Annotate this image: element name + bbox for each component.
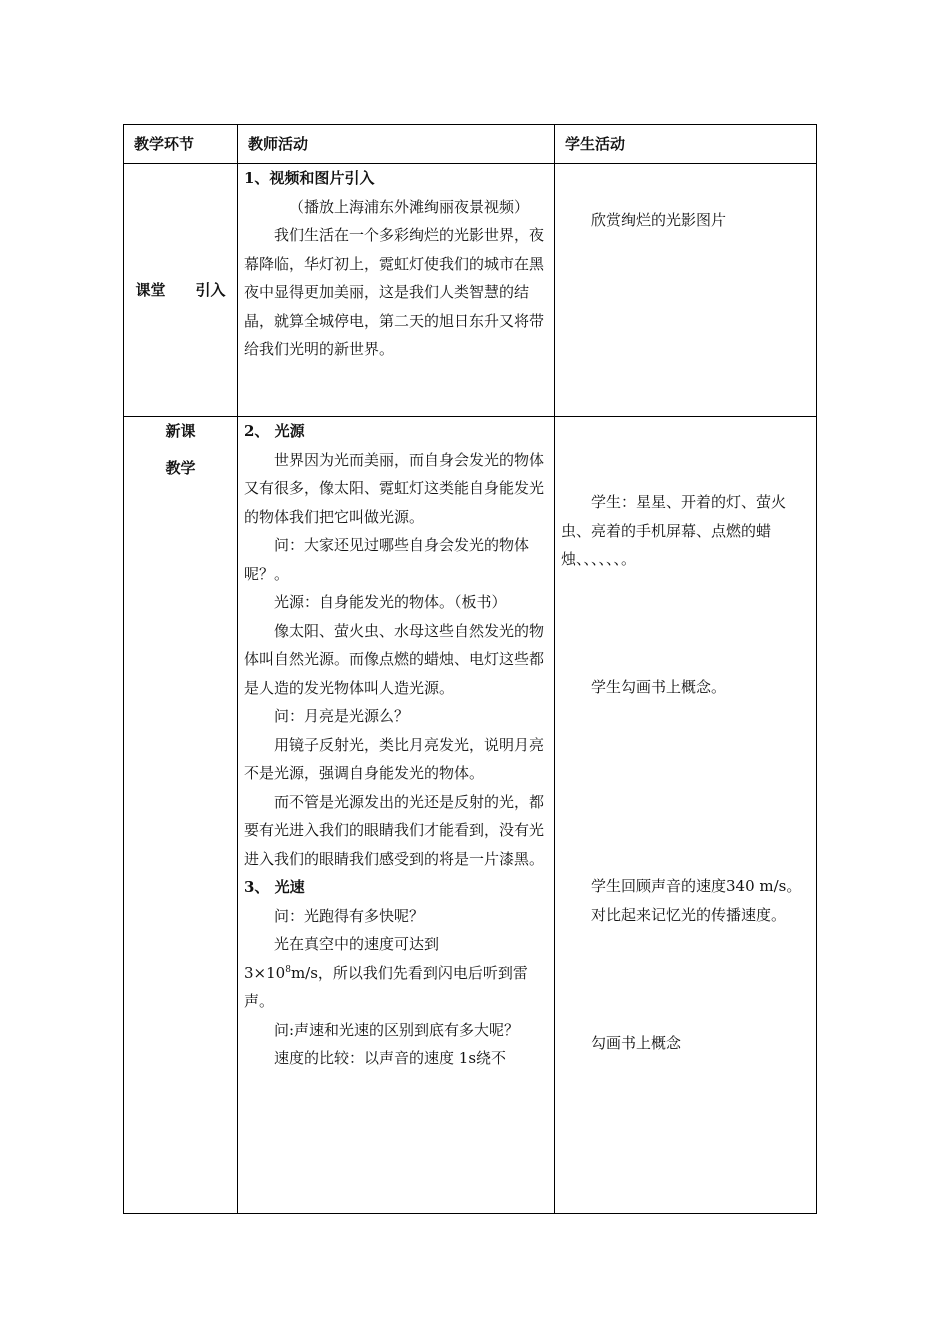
lesson-plan-table bbox=[123, 124, 817, 1214]
natural-artificial-sources: 像太阳、萤火虫、水母这些自然发光的物体叫自然光源。而像点燃的蜡烛、电灯这些都是人造的发光物体叫人造光源。 bbox=[244, 621, 545, 697]
stage-introduction-label: 课堂 引入 bbox=[135, 280, 226, 299]
teacher-activity-new-lesson bbox=[238, 417, 555, 1214]
table-row-new-lesson bbox=[124, 417, 817, 1214]
speed-value: 3×10 bbox=[244, 963, 286, 982]
table-row-introduction bbox=[124, 164, 817, 417]
table-header-row bbox=[124, 125, 817, 164]
student-recall-sound-speed: 学生回顾声音的速度340 m/s。 bbox=[591, 877, 802, 895]
light-source-question: 问：大家还见过哪些自身会发光的物体呢？。 bbox=[244, 536, 530, 583]
stage-new-lesson bbox=[124, 417, 238, 1214]
student-activity-introduction bbox=[555, 164, 817, 417]
section-heading-3: 3、 光速 bbox=[244, 878, 305, 896]
student-compare-speed: 对比起来记忆光的传播速度。 bbox=[591, 905, 787, 924]
light-source-definition: 光源：自身能发光的物体。（板书） bbox=[274, 593, 507, 611]
teacher-activity-introduction bbox=[238, 164, 555, 417]
speed-exponent: 8 bbox=[285, 964, 291, 975]
header-teacher-activity: 教师活动 bbox=[238, 125, 555, 164]
moon-question: 问：月亮是光源么？ bbox=[274, 707, 410, 725]
header-stage: 教学环节 bbox=[124, 125, 238, 164]
student-mark-concept: 学生勾画书上概念。 bbox=[591, 677, 727, 696]
stage-new-lesson-line2: 教学 bbox=[165, 458, 196, 477]
intro-video-note: （播放上海浦东外滩绚丽夜景视频） bbox=[289, 197, 530, 216]
section-heading-2: 2、 光源 bbox=[244, 422, 305, 440]
speed-question: 问：光跑得有多快呢？ bbox=[274, 906, 425, 925]
light-enters-eye: 而不管是光源发出的光还是反射的光，都要有光进入我们的眼睛我们才能看到，没有光进入我们的眼睛我们感受到的将是一片漆黑。 bbox=[244, 792, 545, 868]
student-activity-new-lesson bbox=[555, 417, 817, 1214]
student-light-source-answers: 学生：星星、开着的灯、萤火虫、亮着的手机屏幕、点燃的蜡烛、、、、、、。 bbox=[561, 493, 787, 568]
section-heading-1: 1、视频和图片引入 bbox=[244, 169, 375, 187]
sound-vs-light-question: 问:声速和光速的区别到底有多大呢？ bbox=[274, 1020, 520, 1039]
speed-comparison: 速度的比较：以声音的速度 1s绕不 bbox=[274, 1049, 507, 1067]
speed-in-vacuum-line2 bbox=[244, 959, 548, 1016]
light-source-paragraph-1: 世界因为光而美丽，而自身会发光的物体又有很多，像太阳、霓虹灯这类能自身能发光的物体我们把它叫做光源。 bbox=[244, 450, 545, 526]
student-intro-text: 欣赏绚烂的光影图片 bbox=[591, 211, 727, 229]
stage-new-lesson-line1: 新课 bbox=[165, 422, 196, 440]
mirror-analogy: 用镜子反射光，类比月亮发光，说明月亮不是光源，强调自身能发光的物体。 bbox=[244, 735, 545, 782]
stage-introduction bbox=[124, 164, 238, 417]
header-student-activity: 学生活动 bbox=[555, 125, 817, 164]
student-mark-concept-2: 勾画书上概念 bbox=[591, 1034, 682, 1052]
speed-in-vacuum-line1: 光在真空中的速度可达到 bbox=[274, 935, 440, 953]
intro-paragraph: 我们生活在一个多彩绚烂的光影世界，夜幕降临，华灯初上，霓虹灯使我们的城市在黑夜中显得更加美丽，这是我们人类智慧的结晶，就算全城停电，第二天的旭日东升又将带给我们光明的新世界。 bbox=[244, 226, 545, 358]
speed-unit-text: m/s，所以我们先看到闪电后听到雷声。 bbox=[244, 963, 528, 1010]
